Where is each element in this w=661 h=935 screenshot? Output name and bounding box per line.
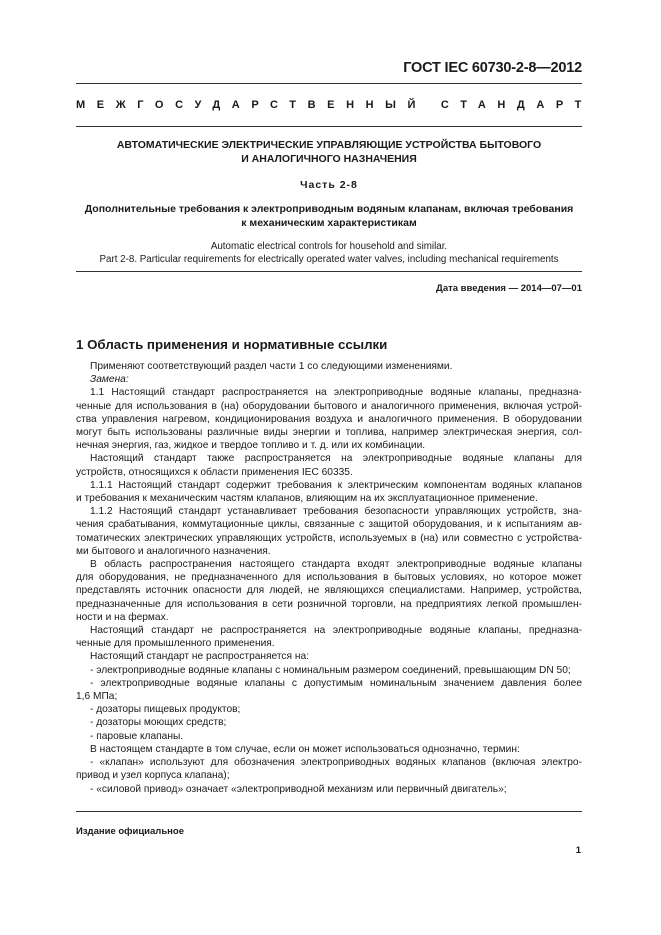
text-line: для оборудования, не предназначенного для использования в бытовых условиях, но которое может [76,572,582,584]
text-line: и требования к механическим частям клапанов, влияющим на их эксплуатационное применение. [76,493,538,505]
text-line: 1.1 Настоящий стандарт распространяется на электроприводные водяные клапаны, предназна- [90,387,582,399]
text-line: 1,6 МПа; [76,691,118,703]
text-line: предназначенные для использования в сети розничной торговли, на предприятиях легкой промышлен- [76,598,582,610]
text-line: ченные для промышленного применения. [76,638,275,650]
document-title [76,138,582,166]
text-line: чения срабатывания, коммутационные циклы, связанные с защитой оборудования, и к испытаниям ав- [76,519,582,531]
standard-code: ГОСТ IEC 60730-2-8—2012 [403,60,582,76]
footer-rule [76,811,582,812]
part-number: Часть 2-8 [300,179,358,191]
text-line: - «клапан» используют для обозначения электроприводных водяных клапанов (включая электро- [90,757,582,769]
edition-label: Издание официальное [76,826,184,837]
interstate-word: МЕЖГОСУДАРСТВЕННЫЙ [76,99,428,111]
text-line: Настоящий стандарт также распространяется на электроприводные водяные клапаны для [90,453,582,465]
text-line: - дозаторы моющих средств; [90,717,227,729]
text-line: 1.1.2 Настоящий стандарт устанавливает требования безопасности управляющих устройств, зна- [90,506,582,518]
text-line: В область распространения настоящего стандарта входят электроприводные водяные клапаны [90,559,582,571]
text-line: - «силовой привод» означает «электроприводной механизм или первичный двигатель»; [90,783,507,795]
text-line: Замена: [90,374,129,386]
text-line: - электроприводные водяные клапаны с номинальным размером соединений, превышающим DN 50; [90,664,571,676]
text-line: Настоящий стандарт не распространяется на электроприводные водяные клапаны, предназна- [90,625,582,637]
title-bottom-rule [76,271,582,272]
interstate-standard-banner [76,99,593,111]
title-line: АВТОМАТИЧЕСКИЕ ЭЛЕКТРИЧЕСКИЕ УПРАВЛЯЮЩИЕ УСТРОЙСТВА БЫТОВОГО [116,139,542,151]
english-title-line: Part 2-8. Particular requirements for electrically operated water valves, including mechanical requirements [99,254,559,265]
text-line: представлять источник опасности для людей, не являющихся специалистами. Например, устройства, [76,585,582,597]
subtitle-line: к механическим характеристикам [241,217,417,229]
section-heading: 1 Область применения и нормативные ссылки [76,337,388,352]
text-line: 1.1.1 Настоящий стандарт содержит требования к электрическим компонентам водяных клапанов [90,479,582,491]
text-line: нечная энергия, газ, жидкое и твердое топливо и т. д. или их комбинации. [76,440,426,452]
text-line: ства управления нагревом, кондиционирования воздуха и аналогичного применения. В оборудовании [76,413,582,425]
text-line: - электроприводные водяные клапаны с допустимым номинальным значением давления более [90,677,582,689]
text-line: ми бытового и аналогичного назначения. [76,545,271,557]
text-line: Применяют соответствующий раздел части 1 со следующими изменениями. [90,361,453,372]
title-top-rule [76,126,582,127]
header-rule [76,83,582,84]
text-line: устройств, относящихся к области применения IEC 60335. [76,466,353,478]
english-title [76,240,582,266]
text-line: - паровые клапаны. [90,730,184,742]
title-line: И АНАЛОГИЧНОГО НАЗНАЧЕНИЯ [241,153,417,165]
section-body [76,360,582,796]
subtitle-line: Дополнительные требования к электроприводным водяным клапанам, включая требования [84,203,574,215]
english-title-line: Automatic electrical controls for household and similar. [210,241,448,252]
text-line: ности и на фермах. [76,611,169,623]
text-line: Настоящий стандарт не распространяется на: [90,651,310,663]
text-line: могут быть использованы различные виды энергии и топлива, например электрическая энергия, сол- [76,427,582,439]
text-line: В настоящем стандарте в том случае, если он может использоваться однозначно, термин: [90,743,520,755]
page-number: 1 [575,845,581,856]
text-line: томатических электрических управляющих устройств, используемых в (на) или совместно с устройства- [76,532,582,544]
text-line: - дозаторы пищевых продуктов; [90,704,241,716]
text-line: ченные для использования в (на) оборудовании бытового и аналогичного применения, включая устрой- [76,400,582,412]
standard-word: СТАНДАРТ [440,99,593,111]
document-subtitle [76,202,582,230]
introduction-date: Дата введения — 2014—07—01 [436,283,582,294]
text-line: привод и узел корпуса клапана); [76,770,230,782]
